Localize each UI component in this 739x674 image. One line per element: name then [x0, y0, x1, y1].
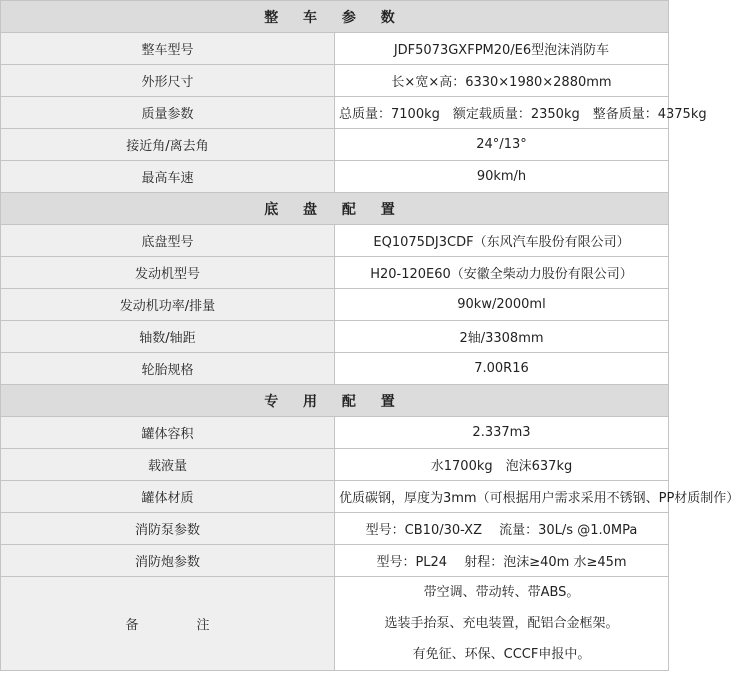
- section-title: 整 车 参 数: [1, 1, 669, 33]
- remarks-label-right: 注: [196, 618, 210, 633]
- remarks-value: [335, 577, 669, 671]
- table-row: [1, 33, 669, 65]
- row-value: 90kw/2000ml: [335, 289, 669, 321]
- section-title: 专 用 配 置: [1, 385, 669, 417]
- table-row: [1, 97, 669, 129]
- row-value: 优质碳钢，厚度为3mm（可根据用户需求采用不锈钢、PP材质制作）: [335, 481, 669, 513]
- remarks-row: [1, 577, 669, 671]
- row-value: 型号：PL24 射程：泡沫≥40m 水≥45m: [335, 545, 669, 577]
- table-row: [1, 545, 669, 577]
- table-row: [1, 321, 669, 353]
- row-label: 罐体容积: [1, 417, 335, 449]
- row-label: 最高车速: [1, 161, 335, 193]
- row-label: 轴数/轴距: [1, 321, 335, 353]
- row-value: EQ1075DJ3CDF（东风汽车股份有限公司）: [335, 225, 669, 257]
- row-label: 轮胎规格: [1, 353, 335, 385]
- row-label: 整车型号: [1, 33, 335, 65]
- row-label: 消防炮参数: [1, 545, 335, 577]
- row-value: 24°/13°: [335, 129, 669, 161]
- remarks-line: 带空调、带动转、带ABS。: [423, 585, 580, 600]
- row-label: 发动机型号: [1, 257, 335, 289]
- row-label: 外形尺寸: [1, 65, 335, 97]
- row-label: 消防泵参数: [1, 513, 335, 545]
- row-value: 总质量：7100kg 额定载质量：2350kg 整备质量：4375kg: [335, 97, 669, 129]
- row-value: 型号：CB10/30-XZ 流量：30L/s @1.0MPa: [335, 513, 669, 545]
- row-label: 载液量: [1, 449, 335, 481]
- table-row: [1, 257, 669, 289]
- table-row: [1, 449, 669, 481]
- remarks-label: [1, 577, 335, 671]
- table-row: [1, 513, 669, 545]
- row-value: 2轴/3308mm: [335, 321, 669, 353]
- row-value: 水1700kg 泡沫637kg: [335, 449, 669, 481]
- section-header-vehicle: [1, 1, 669, 33]
- row-label: 底盘型号: [1, 225, 335, 257]
- row-label: 接近角/离去角: [1, 129, 335, 161]
- remarks-label-left: 备: [125, 618, 139, 633]
- table-row: [1, 289, 669, 321]
- row-label: 发动机功率/排量: [1, 289, 335, 321]
- section-header-chassis: [1, 193, 669, 225]
- row-value: 7.00R16: [335, 353, 669, 385]
- row-label: 罐体材质: [1, 481, 335, 513]
- section-title: 底 盘 配 置: [1, 193, 669, 225]
- row-value: 长×宽×高：6330×1980×2880mm: [335, 65, 669, 97]
- table-row: [1, 65, 669, 97]
- row-value: 90km/h: [335, 161, 669, 193]
- row-label: 质量参数: [1, 97, 335, 129]
- table-row: [1, 353, 669, 385]
- table-row: [1, 161, 669, 193]
- table-row: [1, 129, 669, 161]
- section-header-special: [1, 385, 669, 417]
- remarks-line: 选装手抬泵、充电装置，配铝合金框架。: [384, 616, 619, 631]
- remarks-line: 有免征、环保、CCCF申报中。: [412, 647, 591, 662]
- row-value: JDF5073GXFPM20/E6型泡沫消防车: [335, 33, 669, 65]
- table-row: [1, 417, 669, 449]
- row-value: H20-120E60（安徽全柴动力股份有限公司）: [335, 257, 669, 289]
- row-value: 2.337m3: [335, 417, 669, 449]
- table-row: [1, 225, 669, 257]
- table-row: [1, 481, 669, 513]
